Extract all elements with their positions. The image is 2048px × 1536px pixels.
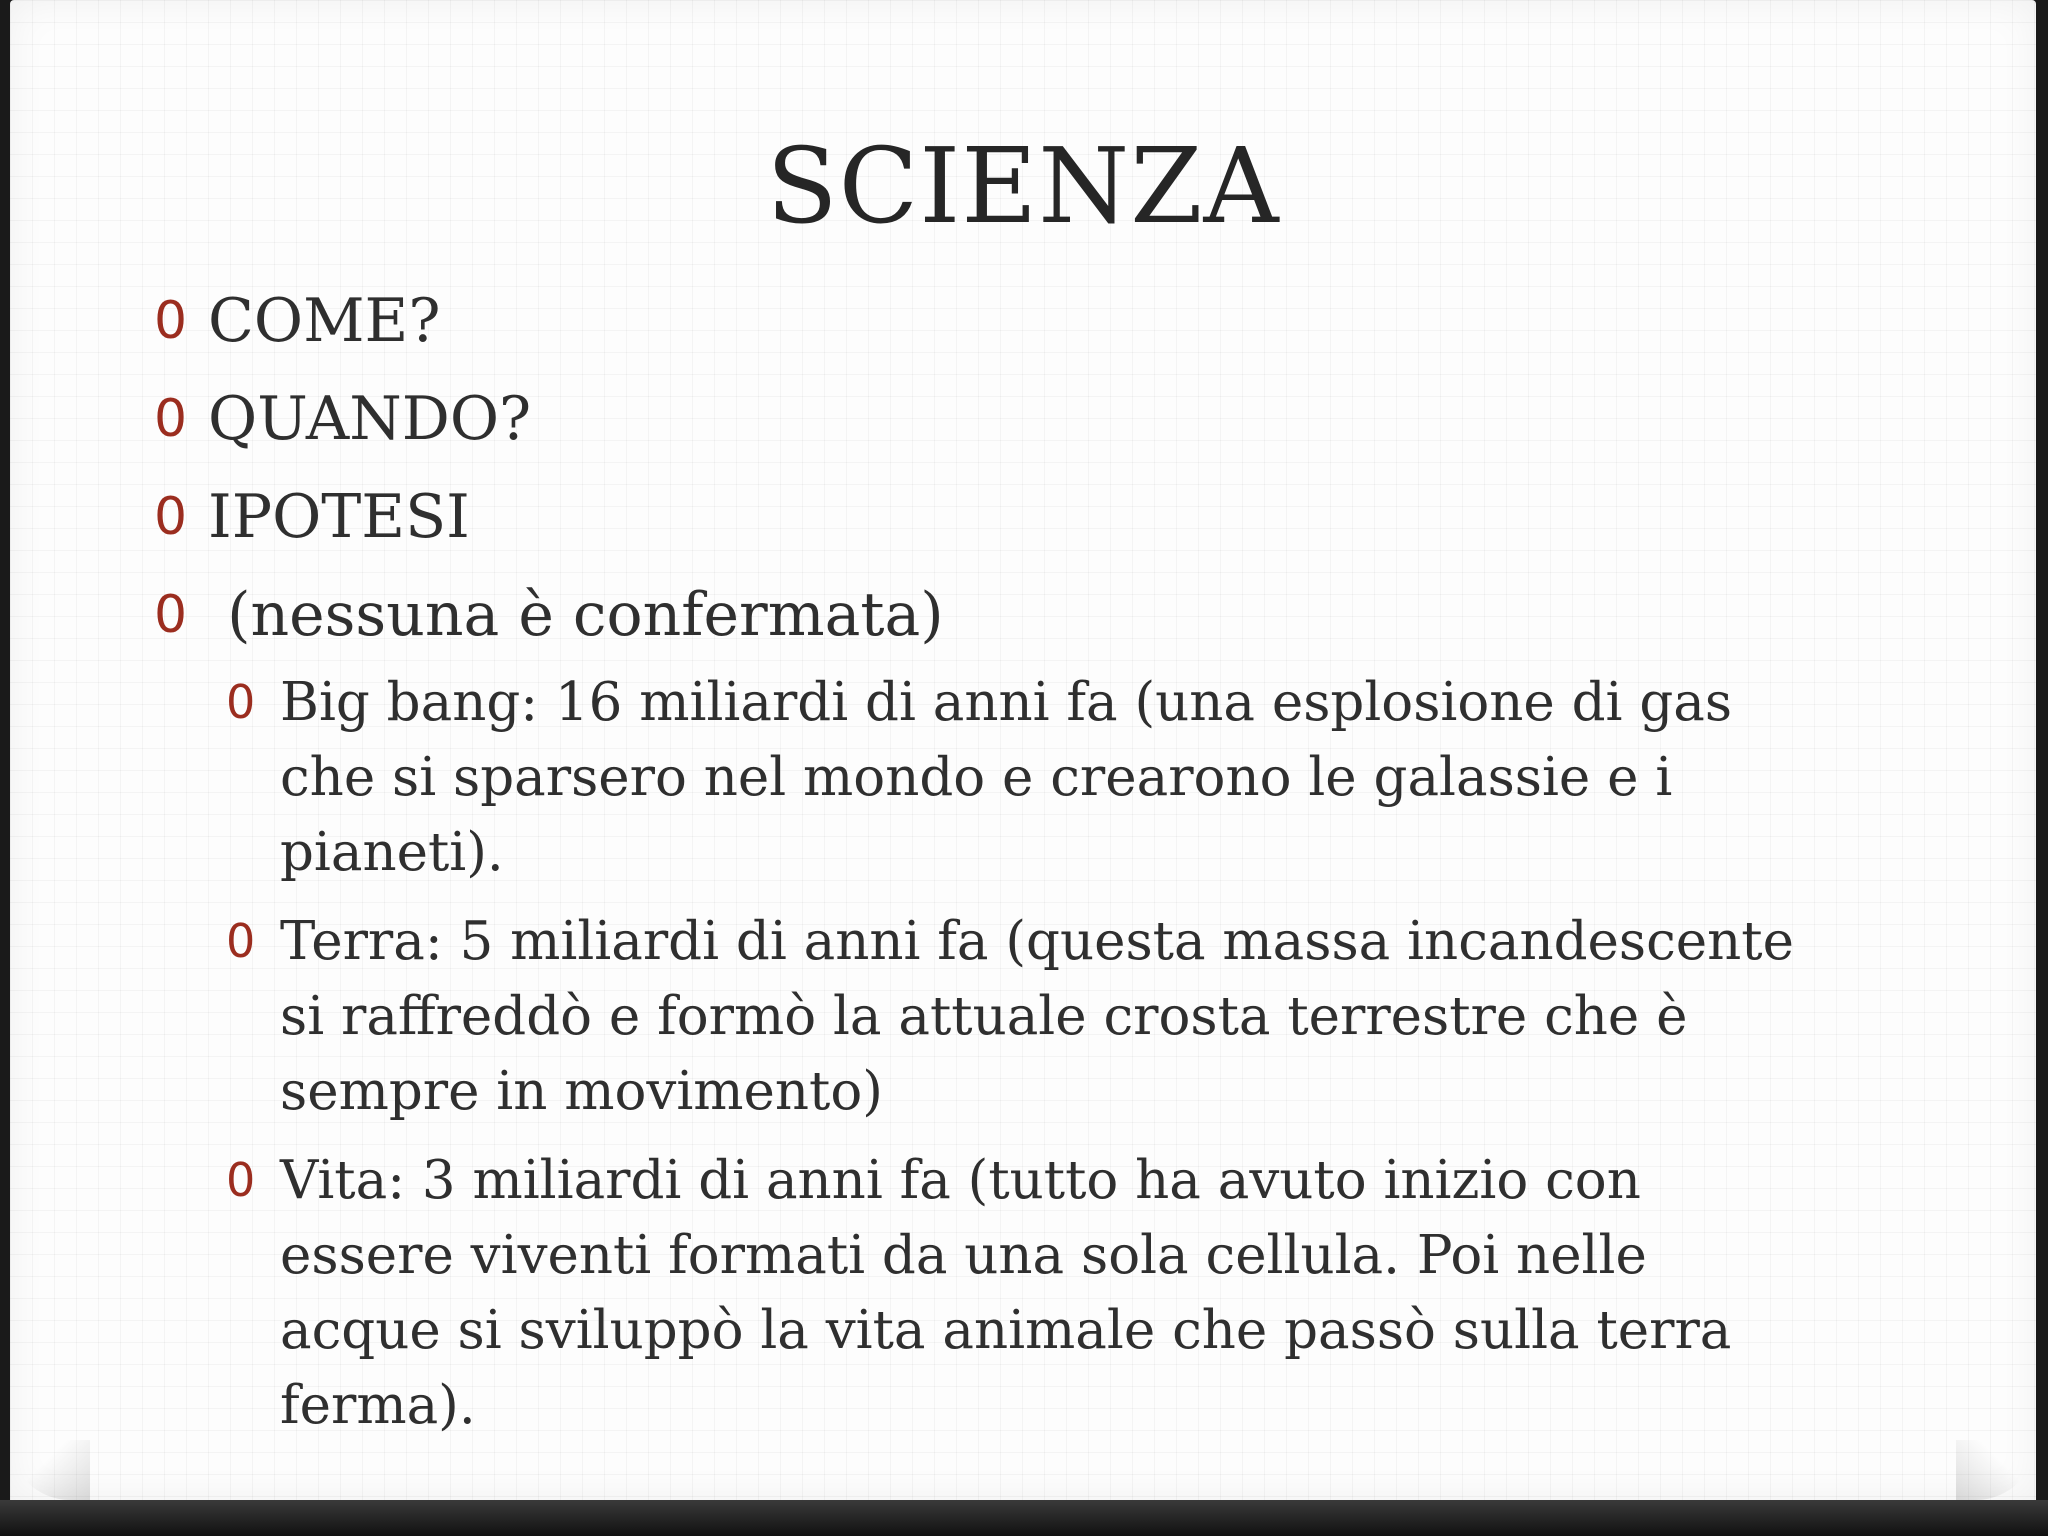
sub-bullet-list <box>222 665 1822 1443</box>
sub-bullet-item <box>222 665 1822 890</box>
bullet-marker-icon: 0 <box>154 389 188 449</box>
sub-bullet-item <box>222 1143 1822 1443</box>
sub-bullet-text: Big bang: 16 miliardi di anni fa (una esplosione di gas che si sparsero nel mondo e crearono le galassie e i pianeti). <box>280 672 1733 883</box>
sub-bullet-marker-icon: 0 <box>226 675 256 729</box>
bottom-bar <box>0 1500 2048 1536</box>
page-curl-left <box>10 1440 90 1500</box>
page-curl-right <box>1956 1440 2036 1500</box>
bullet-marker-icon: 0 <box>154 487 188 547</box>
slide <box>10 0 2036 1500</box>
bullet-text: COME? <box>208 286 441 356</box>
bullet-marker-icon: 0 <box>154 291 188 351</box>
bullet-list <box>148 285 1898 1469</box>
sub-bullet-text: Terra: 5 miliardi di anni fa (questa massa incandescente si raffreddò e formò la attuale crosta terrestre che è sempre in movimento) <box>280 911 1794 1122</box>
bullet-item <box>148 285 1898 357</box>
bullet-item <box>148 383 1898 455</box>
bullet-text: QUANDO? <box>208 384 532 454</box>
sub-bullet-marker-icon: 0 <box>226 1153 256 1207</box>
bullet-text: (nessuna è confermata) <box>208 580 944 650</box>
sub-bullet-item <box>222 904 1822 1129</box>
bullet-item <box>148 579 1898 1443</box>
sub-bullet-text: Vita: 3 miliardi di anni fa (tutto ha avuto inizio con essere viventi formati da una sola cellula. Poi nelle acque si sviluppò la vita animale che passò sulla terra ferma). <box>280 1150 1732 1436</box>
sub-bullet-marker-icon: 0 <box>226 914 256 968</box>
bullet-marker-icon: 0 <box>154 585 188 645</box>
bullet-text: IPOTESI <box>208 482 470 552</box>
slide-title: SCIENZA <box>766 125 1280 247</box>
bullet-item <box>148 481 1898 553</box>
